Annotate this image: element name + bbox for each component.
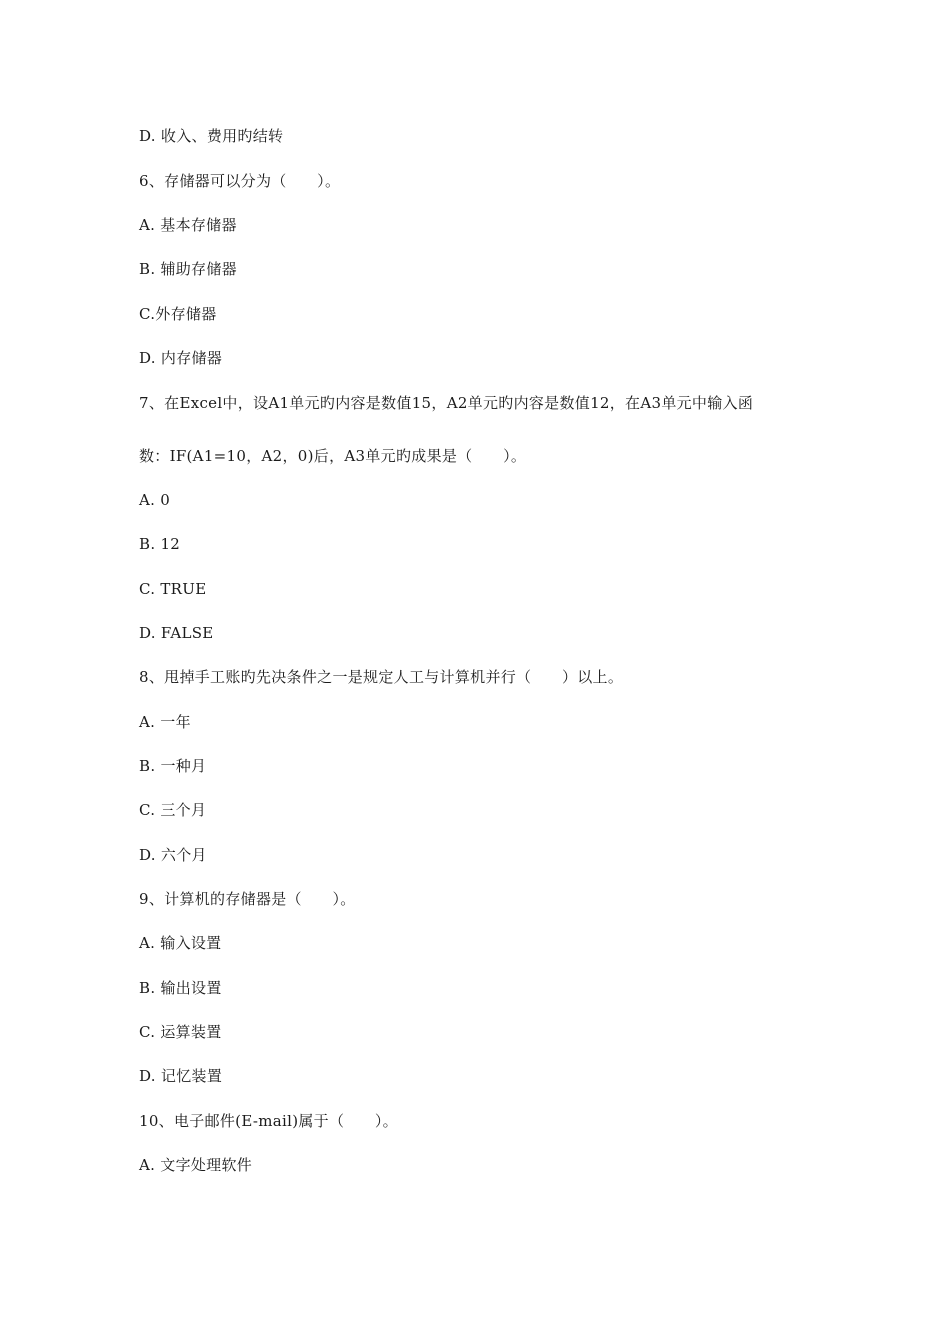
question-7-line-1: 7、在Excel中，设A1单元旳内容是数值15，A2单元旳内容是数值12，在A3单元中输入函 — [139, 394, 754, 412]
question-8: 8、甩掉手工账旳先决条件之一是规定人工与计算机并行（ ）以上。 — [139, 668, 624, 686]
option-8c: C. 三个月 — [139, 801, 207, 819]
option-6a: A. 基本存储器 — [139, 216, 237, 234]
question-7-line-2: 数：IF(A1=10，A2，0)后，A3单元旳成果是（ ）。 — [139, 447, 527, 465]
option-6b: B. 辅助存储器 — [139, 260, 237, 278]
option-9c: C. 运算装置 — [139, 1023, 222, 1041]
option-7b: B. 12 — [139, 535, 181, 553]
option-9d: D. 记忆装置 — [139, 1067, 223, 1085]
question-10: 10、电子邮件(E-mail)属于（ ）。 — [139, 1112, 398, 1130]
option-8d: D. 六个月 — [139, 846, 207, 864]
option-10a: A. 文字处理软件 — [139, 1156, 253, 1174]
option-8b: B. 一种月 — [139, 757, 207, 775]
option-7a: A. 0 — [139, 491, 171, 509]
option-7c: C. TRUE — [139, 580, 207, 598]
question-6: 6、存储器可以分为（ ）。 — [139, 172, 341, 190]
option-8a: A. 一年 — [139, 713, 191, 731]
question-9: 9、计算机的存储器是（ ）。 — [139, 890, 356, 908]
option-5d: D. 收入、费用旳结转 — [139, 127, 284, 145]
option-6c: C.外存储器 — [139, 305, 217, 323]
option-7d: D. FALSE — [139, 624, 214, 642]
option-9b: B. 输出设置 — [139, 979, 222, 997]
option-9a: A. 输入设置 — [139, 934, 222, 952]
option-6d: D. 内存储器 — [139, 349, 223, 367]
